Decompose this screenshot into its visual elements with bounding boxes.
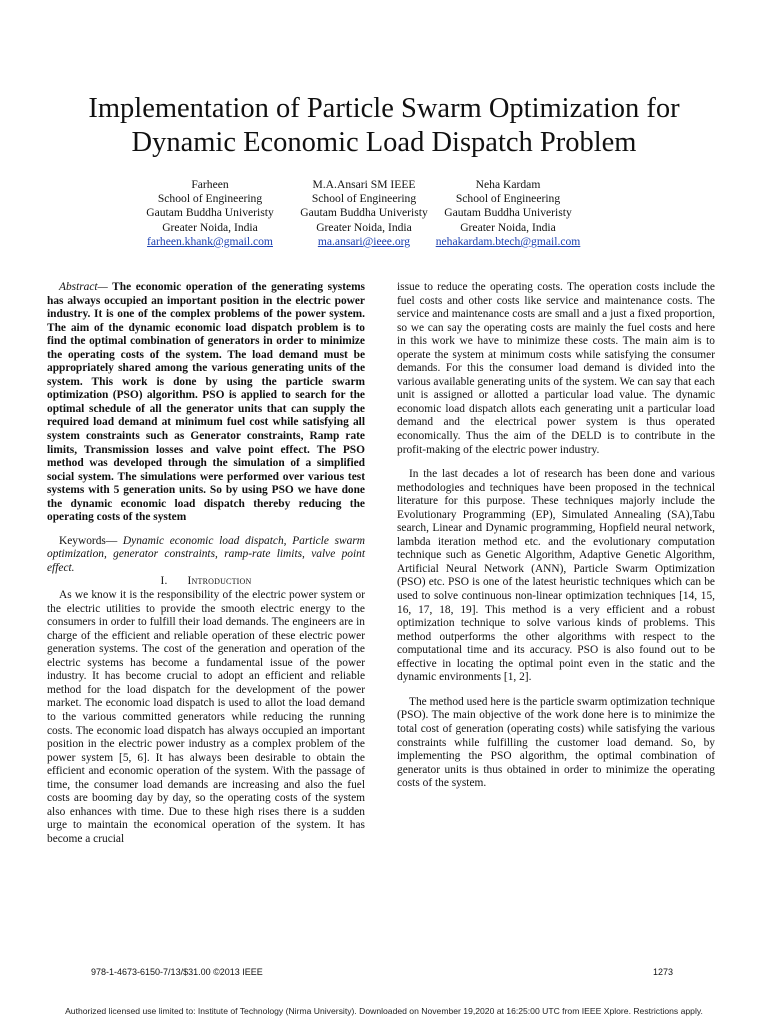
keywords-text: Dynamic economic load dispatch, Particle swarm optimization, generator constraints, ramp-rate limits, valve point effect. [47, 534, 365, 574]
author-location: Greater Noida, India [162, 220, 258, 234]
author-1 [130, 178, 290, 249]
section-number: I. [160, 575, 168, 588]
author-3 [428, 178, 588, 249]
keywords [47, 535, 365, 576]
author-university: Gautam Buddha Univeristy [444, 206, 572, 220]
author-university: Gautam Buddha Univeristy [146, 206, 274, 220]
section-title: Introduction [187, 575, 252, 588]
right-column [397, 281, 715, 791]
abstract-lead: Abstract— [59, 281, 108, 293]
abstract-text: The economic operation of the generating systems has always occupied an important position in the electric power industry. It is one of the complex problems of the power system. The aim of the dynamic economic load dispatch problem is to find the optimal combination of generators in order to minimize the operating costs of the system. The load demand must be appropriately shared among the various generating units of the system. This work is done by using the particle swarm optimization (PSO) algorithm. PSO is applied to search for the optimal schedule of all the generator units that can supply the required load demand at minimum fuel cost while satisfying all system constraints such as Generator constraints, Ramp rate limits, Transmission losses and valve point effect. The PSO method was developed through the simulation of a simplified social system. The simulations were performed over various test systems with 5 generation units. So by using PSO we have done the dynamic economic load dispatch thereby reducing the operating costs of the system [47, 281, 365, 524]
author-email-link[interactable]: farheen.khank@gmail.com [147, 234, 273, 248]
page-number: 1273 [653, 967, 674, 977]
author-email-link[interactable]: ma.ansari@ieee.org [317, 234, 411, 248]
author-school: School of Engineering [311, 192, 417, 206]
author-location: Greater Noida, India [316, 220, 412, 234]
footer-isbn: 978-1-4673-6150-7/13/$31.00 ©2013 IEEE [91, 967, 263, 977]
abstract [47, 281, 365, 525]
paper-title [30, 92, 738, 160]
intro-paragraph: As we know it is the responsibility of the electric power system or the electric utilities to provide the smooth electric energy to the consumers in order to fulfill their load demands. The engineers are in charge of the efficient and reliable operation of these electric power generation systems. The cost of the generation and operation of the electric systems has become a fundamental issue of the power industry. It has become crucial to adopt an efficient and reliable method for the load dispatch for the development of the power market. The economic load dispatch is used to allot the load demand to the various committed generators while reducing the running costs. The economic load dispatch has always occupied an important position in the electric power industry as a complex problem of the power system [5, 6]. It has always been desirable to obtain the efficient and economic operation of the system. With the passage of time, the consumer load demands are increasing and also the fuel costs are booming day by day, so the operating costs of the system also enhances with time. Due to these high rises there is a sudden urge to maintain the economical operation of the system. It has become a crucial [47, 589, 365, 845]
author-school: School of Engineering [157, 192, 263, 206]
author-university: Gautam Buddha Univeristy [300, 206, 428, 220]
author-school: School of Engineering [455, 192, 561, 206]
author-name: M.A.Ansari SM IEEE [312, 178, 416, 191]
body-paragraph: In the last decades a lot of research has been done and various methodologies and techniques have been proposed in the technical literature for this purpose. These techniques majorly include the Evolutionary Programming (EP), Simulated Annealing (SA),Tabu search, Linear and Dynamic programming, Hopfield neural network, lambda iteration method etc. and the evolutionary computation technique such as Genetic Algorithm, Adaptive Genetic Algorithm, Artificial Neural Network (ANN), Particle Swarm Optimization (PSO) etc. PSO is one of the latest heuristic techniques which can be used to solve continuous non-linear optimization techniques [14, 15, 16, 17, 18, 19]. This method is a very efficient and a robust optimization technique to solve various kinds of problems. This method outperforms the other algorithms with respect to the computational time and its accuracy. PSO is also found out to be effective in locating the optimal point even in the static and the dynamic environments [1, 2]. [397, 468, 715, 684]
body-paragraph-continued: issue to reduce the operating costs. The operation costs include the fuel costs and other costs like service and maintenance costs. The service and maintenance costs are small and a just a fixed proportion, so we can say the operating costs are mainly the fuel costs and here in this work we have to minimize these costs. The main aim is to operate the system at minimum costs while satisfying the consumer demands. For this the consumer load demand is divided into the various available generating units of the system. We can say that each unit is assigned or allotted a particular load value. The dynamic economic load dispatch allots each generating unit a particular load demand and the electrical power system is thus operated economically. Thus the aim of the DELD is to contribute in the profit-making of the electric power industry. [397, 281, 715, 456]
license-notice: Authorized licensed use limited to: Institute of Technology (Nirma University). Downloaded on November 19,2020 at 16:25:00 UTC from IEEE Xplore. Restrictions apply. [65, 1006, 703, 1016]
paper-title-line-1: Implementation of Particle Swarm Optimization for [88, 93, 680, 124]
author-location: Greater Noida, India [460, 220, 556, 234]
author-name: Neha Kardam [475, 178, 541, 191]
author-email-link[interactable]: nehakardam.btech@gmail.com [435, 234, 581, 248]
left-column [47, 281, 365, 846]
keywords-lead: Keywords— [59, 534, 118, 547]
author-name: Farheen [191, 178, 229, 191]
body-paragraph: The method used here is the particle swarm optimization technique (PSO). The main objective of the work done here is to minimize the total cost of generation (operating costs) while satisfying the various constraints while fulfilling the customer load demand. So, by implementing the PSO algorithm, the optimal combination of generator units is thus obtained in order to minimize the operating costs of the system. [397, 695, 715, 790]
paper-title-line-2: Dynamic Economic Load Dispatch Problem [131, 127, 637, 158]
section-heading-introduction [47, 575, 365, 589]
author-2 [284, 178, 444, 249]
